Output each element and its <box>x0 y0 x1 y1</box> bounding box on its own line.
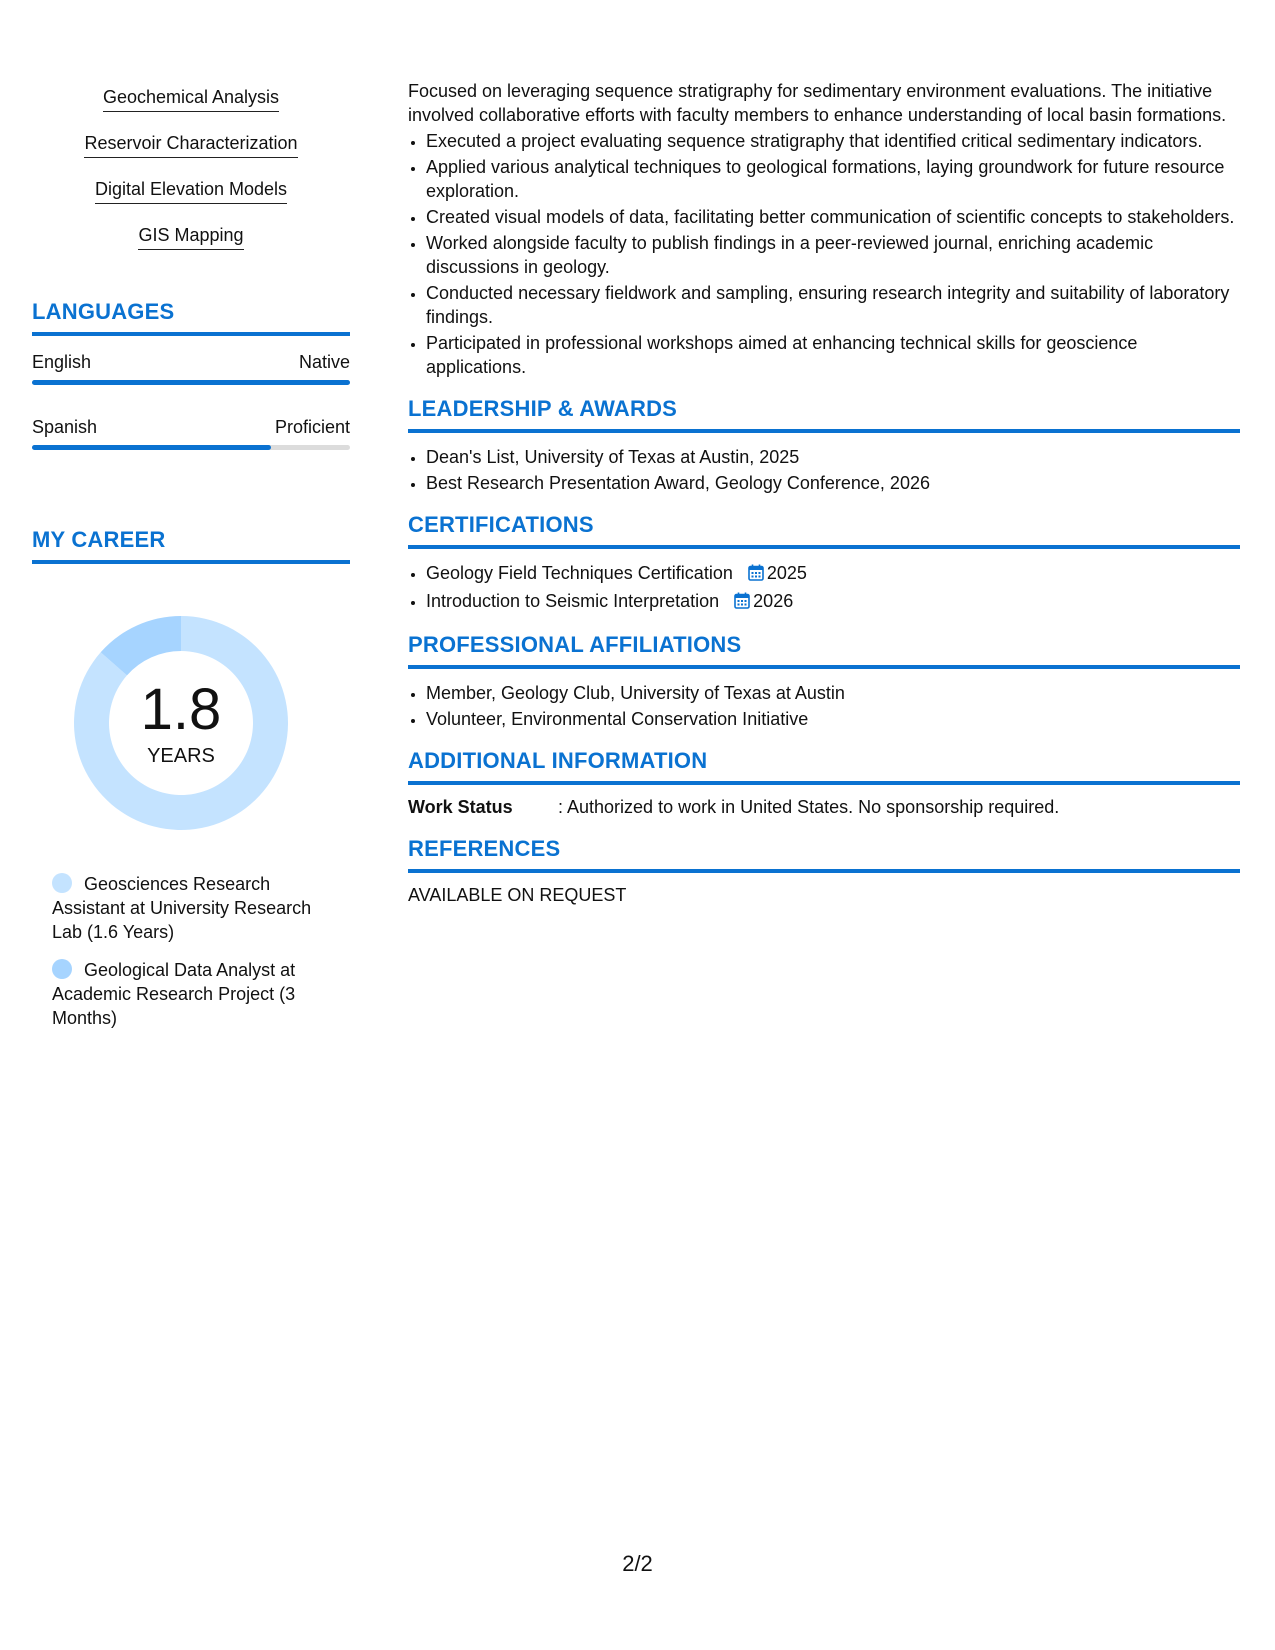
work-status-label: Work Status <box>408 797 513 817</box>
page-number: 2/2 <box>622 1551 653 1576</box>
career-total-years: 1.8 <box>140 677 222 742</box>
skill-item: GIS Mapping <box>138 224 243 250</box>
career-legend-label: Geosciences Research Assistant at University Research Lab (1.6 Years) <box>52 874 312 942</box>
languages-title: LANGUAGES <box>32 298 350 336</box>
affiliation-item: • Member, Geology Club, University of Texas at Austin <box>426 681 1240 705</box>
left-column <box>32 80 350 1044</box>
right-column <box>408 79 1240 907</box>
leadership-section <box>408 395 1240 495</box>
certifications-title: CERTIFICATIONS <box>408 511 1240 549</box>
career-title: MY CAREER <box>32 526 350 564</box>
project-bullet: • Worked alongside faculty to publish findings in a peer-reviewed journal, enriching academic discussions in geology. <box>426 231 1240 279</box>
language-bar <box>32 380 350 385</box>
leadership-title: LEADERSHIP & AWARDS <box>408 395 1240 433</box>
certification-item <box>426 561 1240 587</box>
skill-item: Reservoir Characterization <box>84 132 297 158</box>
language-bar <box>32 445 350 450</box>
calendar-icon <box>734 591 750 615</box>
career-years-unit: YEARS <box>147 745 215 767</box>
skills-list <box>32 80 350 264</box>
career-donut-chart <box>66 608 296 838</box>
certifications-section <box>408 511 1240 615</box>
certification-name: Geology Field Techniques Certification <box>426 563 733 583</box>
project-bullet: • Executed a project evaluating sequence stratigraphy that identified critical sedimentary indicators. <box>426 129 1240 153</box>
language-bar-fill <box>32 445 271 450</box>
references-text: AVAILABLE ON REQUEST <box>408 885 627 905</box>
career-section <box>32 526 350 1030</box>
language-level: Native <box>298 352 350 372</box>
project-bullet: • Participated in professional workshops aimed at enhancing technical skills for geoscience applications. <box>426 331 1240 379</box>
language-level: Proficient <box>274 417 350 437</box>
affiliation-item: • Volunteer, Environmental Conservation Initiative <box>426 707 1240 731</box>
leadership-item: • Dean's List, University of Texas at Austin, 2025 <box>426 445 1240 469</box>
legend-dot-icon <box>52 873 72 893</box>
affiliations-section <box>408 631 1240 731</box>
career-legend-label: Geological Data Analyst at Academic Research Project (3 Months) <box>52 960 296 1028</box>
certification-item <box>426 589 1240 615</box>
work-status-row <box>408 795 1240 819</box>
calendar-icon <box>748 563 764 587</box>
legend-dot-icon <box>52 959 72 979</box>
career-legend <box>52 872 342 1030</box>
skill-item: Digital Elevation Models <box>95 178 287 204</box>
project-summary: Focused on leveraging sequence stratigraphy for sedimentary environment evaluations. The initiative involved collaborative efforts with faculty members to enhance understanding of local basin formations. <box>408 81 1227 125</box>
references-title: REFERENCES <box>408 835 1240 873</box>
career-legend-item <box>52 872 342 944</box>
additional-section <box>408 747 1240 819</box>
project-bullet: • Created visual models of data, facilitating better communication of scientific concepts to stakeholders. <box>426 205 1240 229</box>
project-section <box>408 79 1240 379</box>
language-name: English <box>32 352 92 372</box>
career-legend-item <box>52 958 342 1030</box>
skill-item: Geochemical Analysis <box>103 86 279 112</box>
project-bullet: • Applied various analytical techniques to geological formations, laying groundwork for future resource exploration. <box>426 155 1240 203</box>
languages-section <box>32 298 350 450</box>
language-item <box>32 415 350 450</box>
project-bullet: • Conducted necessary fieldwork and sampling, ensuring research integrity and suitability of laboratory findings. <box>426 281 1240 329</box>
certification-year: 2026 <box>753 591 794 611</box>
language-bar-fill <box>32 380 350 385</box>
language-name: Spanish <box>32 417 98 437</box>
certification-name: Introduction to Seismic Interpretation <box>426 591 720 611</box>
work-status-value: : Authorized to work in United States. No sponsorship required. <box>558 797 1060 817</box>
leadership-item: • Best Research Presentation Award, Geology Conference, 2026 <box>426 471 1240 495</box>
references-section <box>408 835 1240 907</box>
project-bullets <box>408 129 1240 379</box>
affiliations-title: PROFESSIONAL AFFILIATIONS <box>408 631 1240 669</box>
certification-year: 2025 <box>766 563 807 583</box>
language-item <box>32 350 350 385</box>
additional-title: ADDITIONAL INFORMATION <box>408 747 1240 785</box>
